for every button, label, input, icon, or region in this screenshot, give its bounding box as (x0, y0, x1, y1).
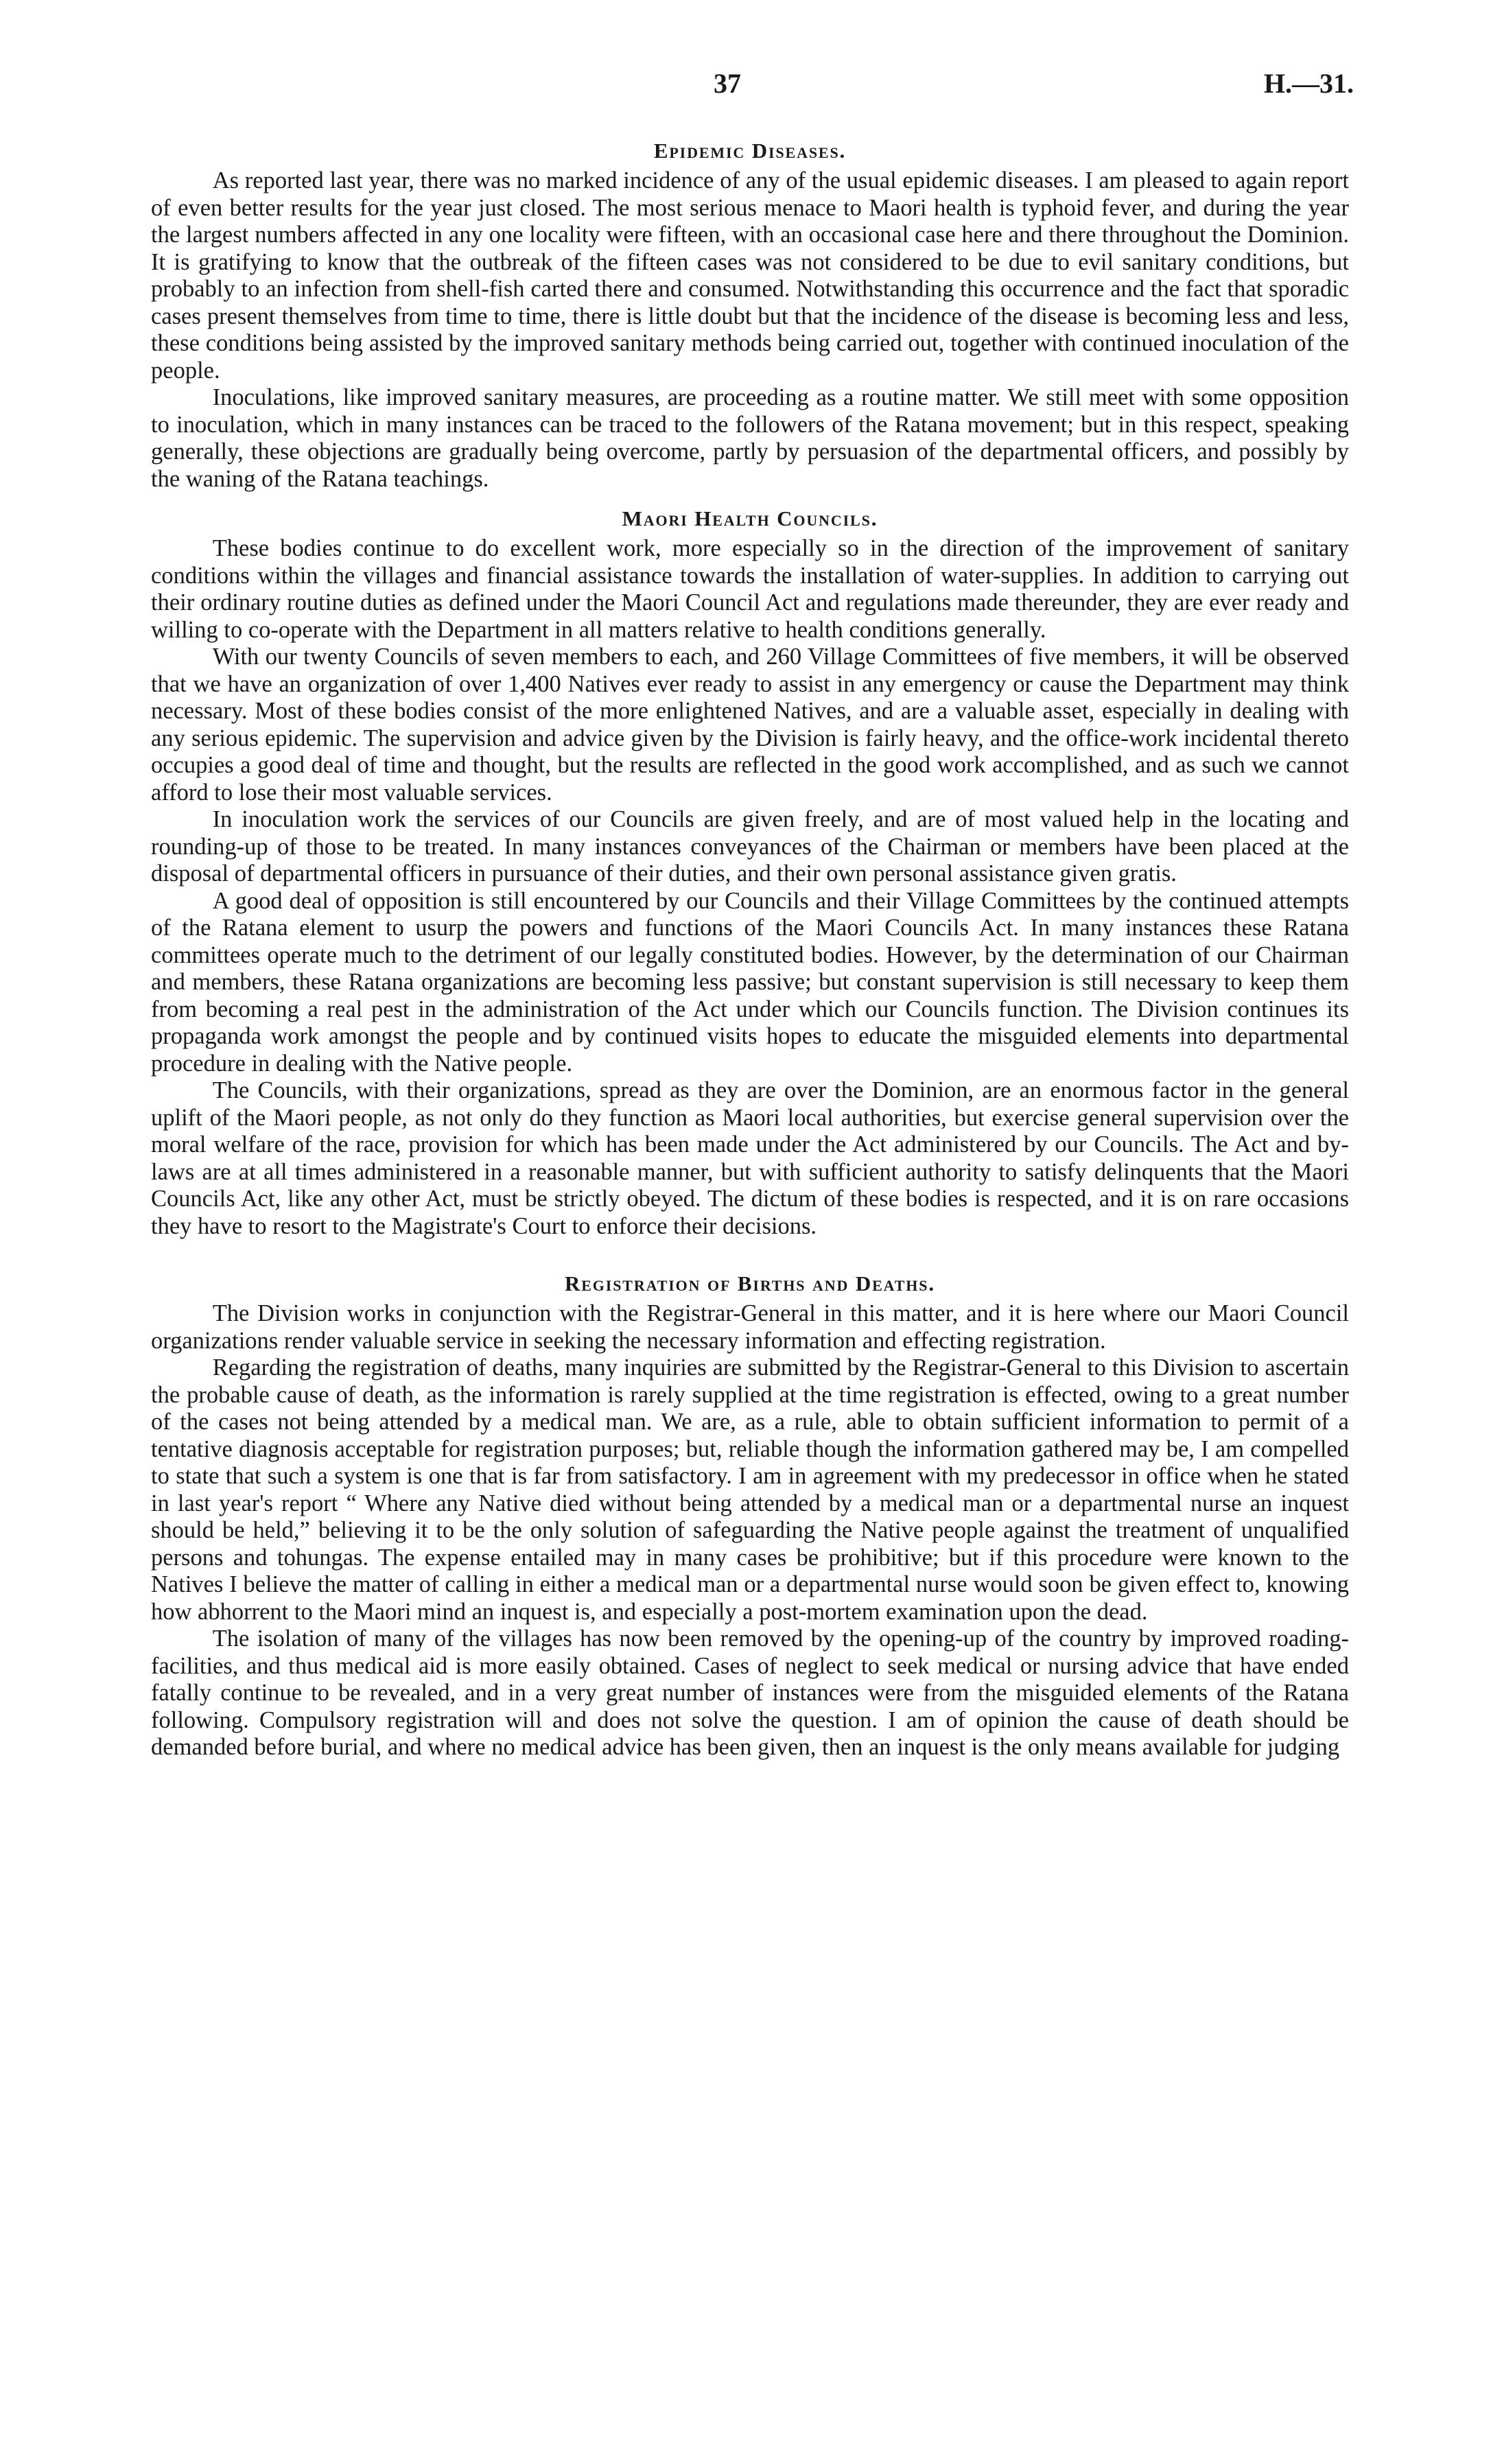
section-heading: Maori Health Councils. (622, 506, 878, 530)
paragraph: With our twenty Councils of seven members to each, and 260 Village Committees of five members, it will be observed that we have an organization of over 1,400 Natives ever ready to assist in any emergency or cause the Department may think necessary. Most of these bodies consist of the more enlightened Natives, and are a valuable asset, especially in dealing with any serious epidemic. The supervision and advice given by the Division is fairly heavy, and the office-work incidental thereto occupies a good deal of time and thought, but the results are reflected in the good work accomplished, and as such we cannot afford to lose their most valuable services. (151, 644, 1349, 806)
page-header (0, 67, 1491, 108)
paragraph: These bodies continue to do excellent work, more especially so in the direction of the improvement of sanitary conditions within the villages and financial assistance towards the installation of water-supplies. In addition to carrying out their ordinary routine duties as defined under the Maori Council Act and regulations made thereunder, they are ever ready and willing to co-operate with the Department in all matters relative to health conditions generally. (151, 535, 1349, 643)
document-reference: H.—31. (1263, 68, 1354, 99)
paragraph: The Division works in conjunction with the Registrar-General in this matter, and it is here where our Maori Council organizations render valuable service in seeking the necessary information and effecting registration. (151, 1300, 1349, 1354)
section-heading: Registration of Births and Deaths. (565, 1271, 935, 1295)
body-text (151, 137, 1349, 1761)
paragraph: As reported last year, there was no marked incidence of any of the usual epidemic diseases. I am pleased to again report of even better results for the year just closed. The most serious menace to Maori health is typhoid fever, and during the year the largest numbers affected in any one locality were fifteen, with an occasional case here and there throughout the Dominion. It is gratifying to know that the outbreak of the fifteen cases was not considered to be due to evil sanitary conditions, but probably to an infection from shell-fish carted there and consumed. Notwithstanding this occurrence and the fact that sporadic cases present themselves from time to time, there is little doubt but that the incidence of the disease is becoming less and less, these conditions being assisted by the improved sanitary methods being carried out, together with continued inoculation of the people. (151, 167, 1349, 384)
section-maori-health-councils (151, 505, 1349, 1240)
section-epidemic-diseases (151, 137, 1349, 493)
section-registration-births-deaths (151, 1270, 1349, 1761)
paragraph: In inoculation work the services of our Councils are given freely, and are of most valued help in the locating and rounding-up of those to be treated. In many instances conveyances of the Chairman or members have been placed at the disposal of departmental officers in pursuance of their duties, and their own personal assistance given gratis. (151, 806, 1349, 887)
page-number: 37 (714, 68, 741, 99)
paragraph: The isolation of many of the villages has now been removed by the opening-up of the country by improved roading-facilities, and thus medical aid is more easily obtained. Cases of neglect to seek medical or nursing advice that have ended fatally continue to be revealed, and in a very great number of instances were from the misguided elements of the Ratana following. Compulsory registration will and does not solve the question. I am of opinion the cause of death should be demanded before burial, and where no medical advice has been given, then an inquest is the only means available for judging (151, 1626, 1349, 1760)
section-heading: Epidemic Diseases. (653, 139, 847, 163)
paragraph: Regarding the registration of deaths, many inquiries are submitted by the Registrar-General to this Division to ascertain the probable cause of death, as the information is rarely supplied at the time registration is effected, owing to a great number of the cases not being attended by a medical man. We are, as a rule, able to obtain sufficient information to permit of a tentative diagnosis acceptable for registration purposes; but, reliable though the information gathered may be, I am compelled to state that such a system is one that is far from satisfactory. I am in agreement with my predecessor in office when he stated in last year's report “ Where any Native died without being attended by a medical man or a departmental nurse an inquest should be held,” believing it to be the only solution of safeguarding the Native people against the treatment of unqualified persons and tohungas. The expense entailed may in many cases be prohibitive; but if this procedure were known to the Natives I believe the matter of calling in either a medical man or a departmental nurse would soon be given effect to, knowing how abhorrent to the Maori mind an inquest is, and especially a post-mortem examination upon the dead. (151, 1354, 1349, 1625)
paragraph: Inoculations, like improved sanitary measures, are proceeding as a routine matter. We still meet with some opposition to inoculation, which in many instances can be traced to the followers of the Ratana movement; but in this respect, speaking generally, these objections are gradually being overcome, partly by persuasion of the departmental officers, and possibly by the waning of the Ratana teachings. (151, 384, 1349, 492)
paragraph: The Councils, with their organizations, spread as they are over the Dominion, are an enormous factor in the general uplift of the Maori people, as not only do they function as Maori local authorities, but exercise general supervision over the moral welfare of the race, provision for which has been made under the Act administered by our Councils. The Act and by-laws are at all times administered in a reasonable manner, but with sufficient authority to satisfy delinquents that the Maori Councils Act, like any other Act, must be strictly obeyed. The dictum of these bodies is respected, and it is on rare occasions they have to resort to the Magistrate's Court to enforce their decisions. (151, 1077, 1349, 1239)
paragraph: A good deal of opposition is still encountered by our Councils and their Village Committees by the continued attempts of the Ratana element to usurp the powers and functions of the Maori Councils Act. In many instances these Ratana committees operate much to the detriment of our legally constituted bodies. However, by the determination of our Chairman and members, these Ratana organizations are becoming less passive; but constant supervision is still necessary to keep them from becoming a real pest in the administration of the Act under which our Councils function. The Division continues its propaganda work amongst the people and by continued visits hopes to educate the misguided elements into departmental procedure in dealing with the Native people. (151, 887, 1349, 1077)
